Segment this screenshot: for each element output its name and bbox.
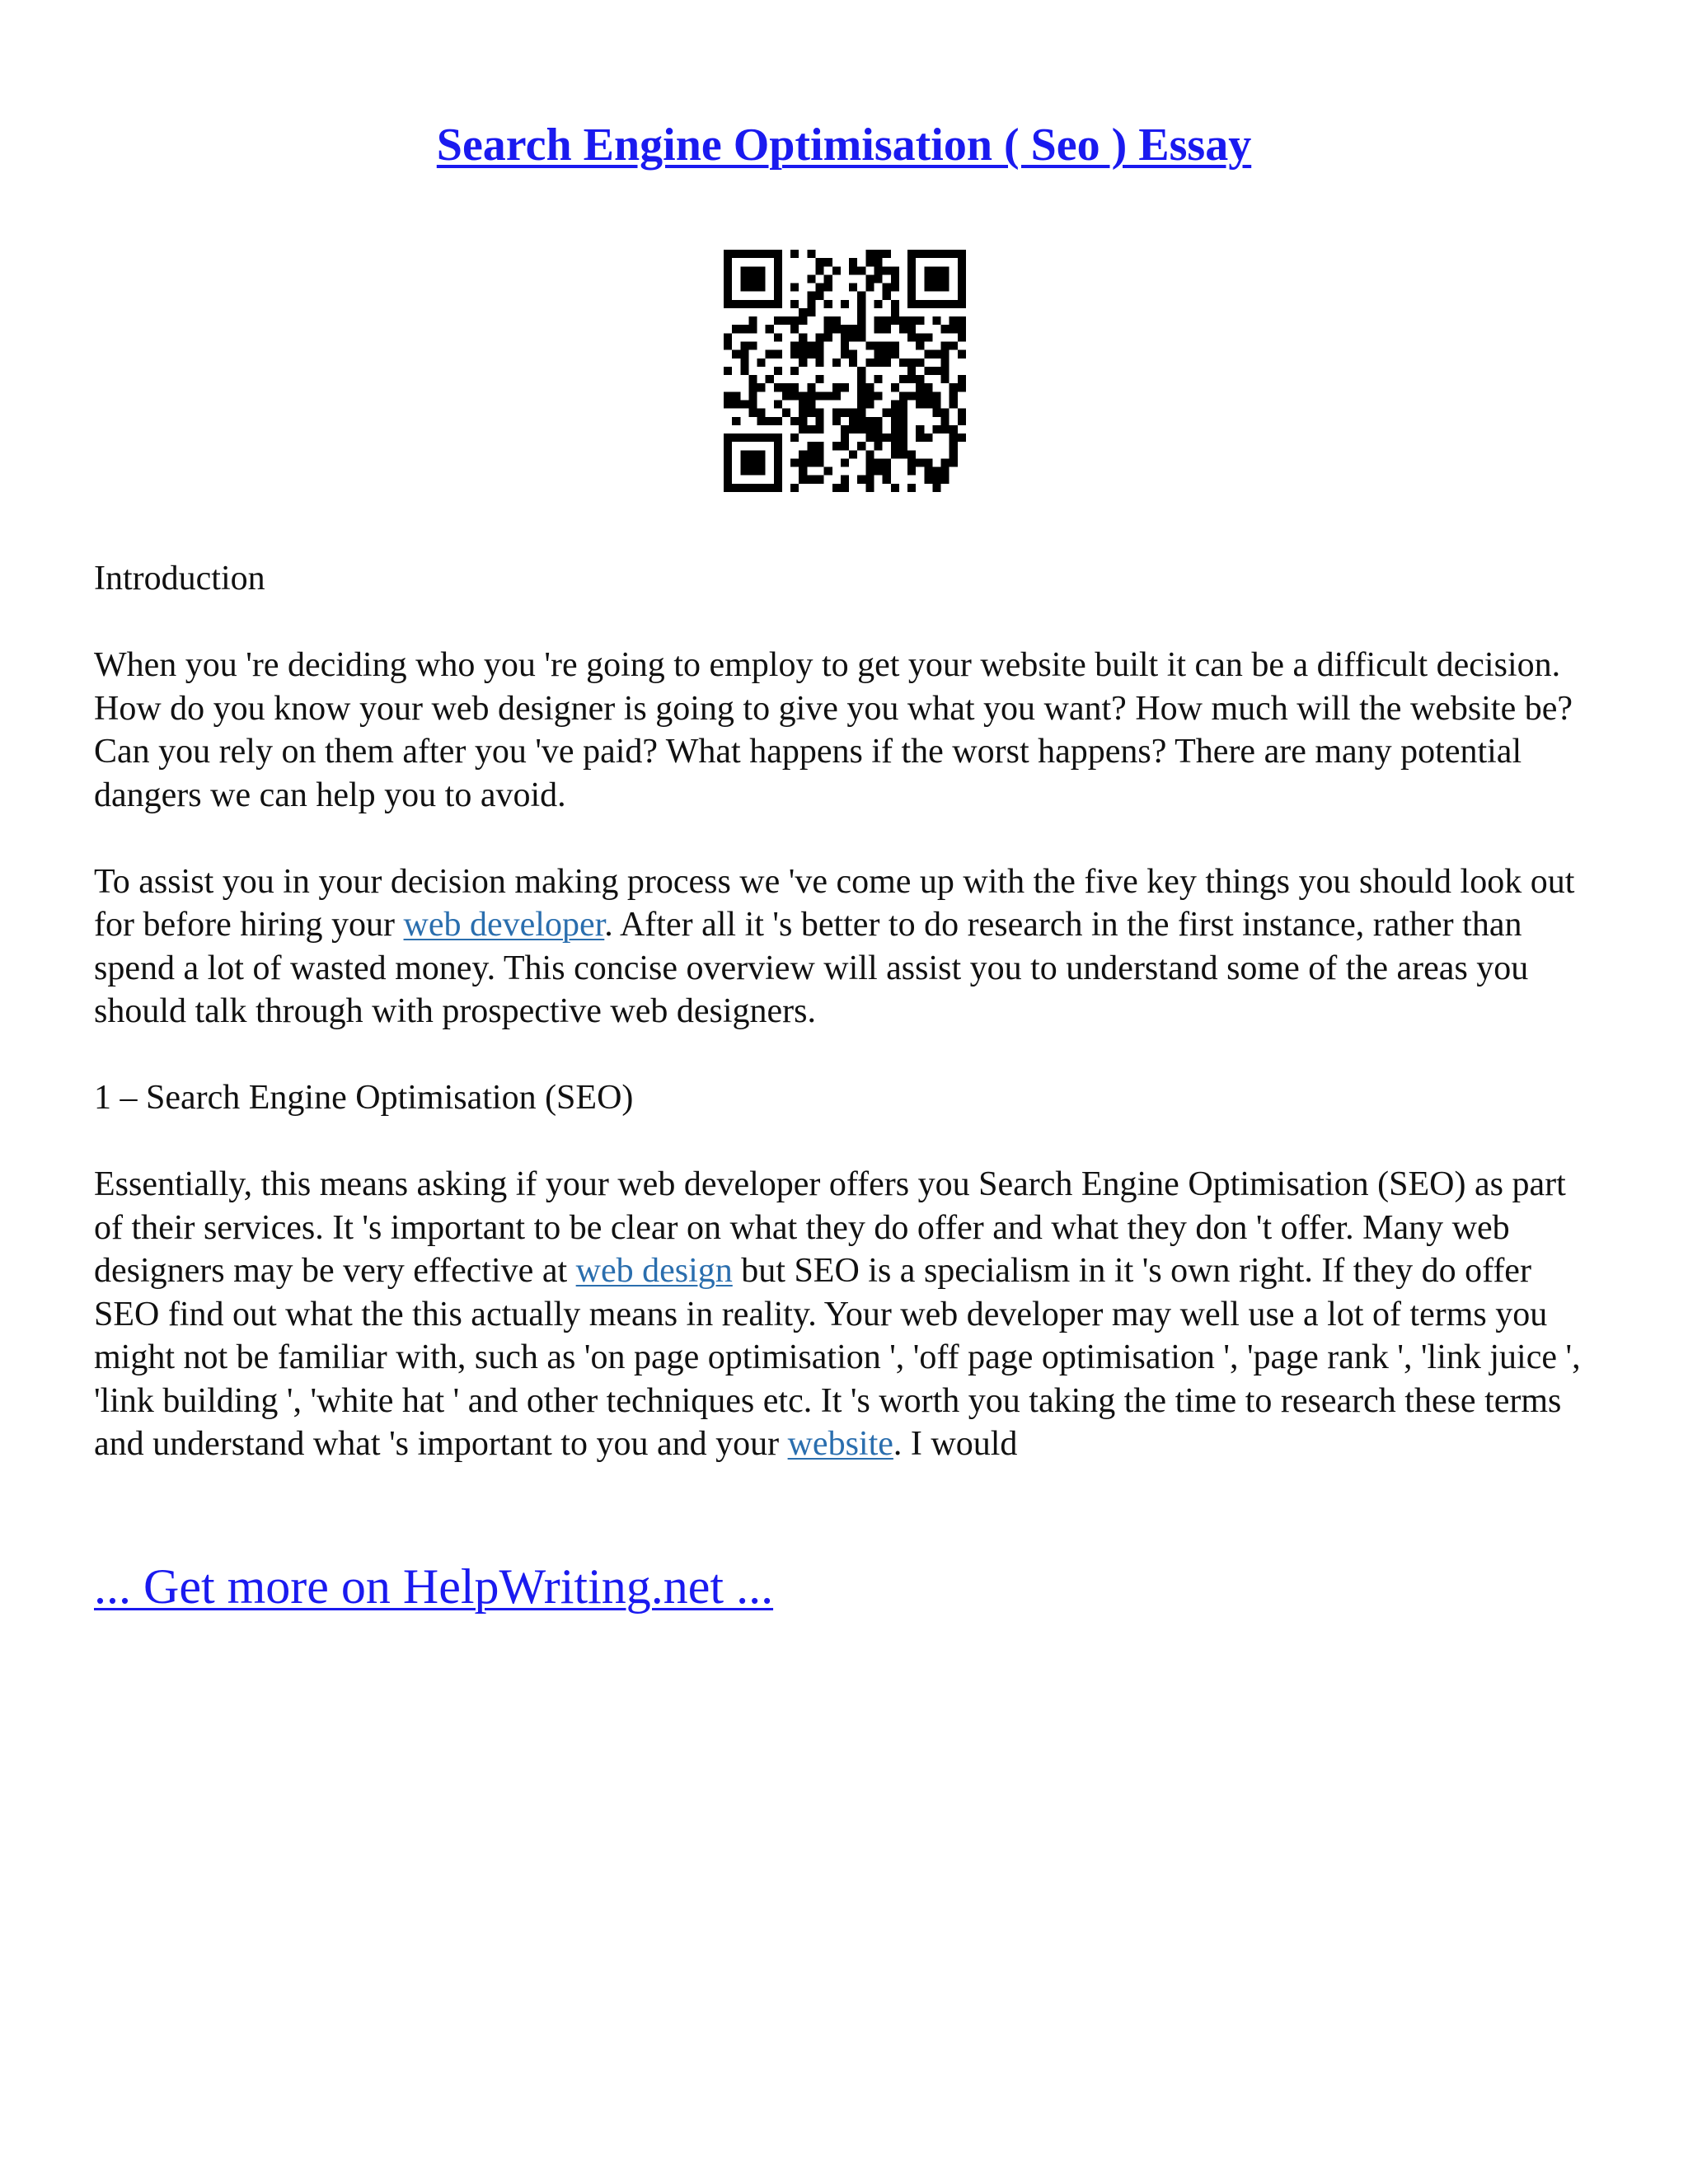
paragraph-2-text-start: To assist you in your decision making process we 've come up with the five key things you should look out for before hiring your — [94, 862, 1575, 944]
qr-code-icon — [724, 250, 966, 492]
paragraph-2 — [94, 860, 1602, 1033]
paragraph-3-text-middle: but SEO is a specialism in it 's own right. If they do offer SEO find out what the this actually means in reality. Your web developer may well use a lot of terms you might not be familiar with, such as 'on page optimisation ', 'off page optimisation ', 'page rank ', 'link juice ', 'link building ', 'white hat ' and other techniques etc. It 's worth you taking the time to research these terms and understand what 's important to you and your — [94, 1252, 1581, 1463]
paragraph-3-text-start: Essentially, this means asking if your web developer offers you Search Engine Optimisation (SEO) as part of their services. It 's important to be clear on what they do offer and what they don 't offer. Many web designers may be very effective at — [94, 1165, 1566, 1290]
essay-body — [94, 557, 1602, 1509]
section-1-heading: 1 – Search Engine Optimisation (SEO) — [94, 1079, 634, 1117]
get-more-section — [94, 1558, 773, 1615]
paragraph-1: When you 're deciding who you 're going to employ to get your website built it can be a difficult decision. How do you know your web designer is going to give you what you want? How much will the website be? Can you rely on them after you 've paid? What happens if the worst happens? There are many potential dangers we can help you to avoid. — [94, 646, 1573, 814]
website-link[interactable]: website — [787, 1425, 893, 1463]
web-developer-link[interactable]: web developer — [403, 906, 605, 944]
intro-heading: Introduction — [94, 560, 265, 598]
get-more-link[interactable]: ... Get more on HelpWriting.net ... — [94, 1559, 774, 1614]
title-link[interactable]: Search Engine Optimisation ( Seo ) Essay — [436, 120, 1252, 171]
web-design-link[interactable]: web design — [575, 1252, 733, 1290]
page-title — [0, 115, 1688, 175]
paragraph-3-text-end: . I would — [893, 1425, 1018, 1463]
paragraph-2-text-end: . After all it 's better to do research in the first instance, rather than spend a lot of wasted money. This concise overview will assist you to understand some of the areas you should talk through with prospective web designers. — [94, 906, 1529, 1030]
paragraph-3 — [94, 1163, 1602, 1466]
